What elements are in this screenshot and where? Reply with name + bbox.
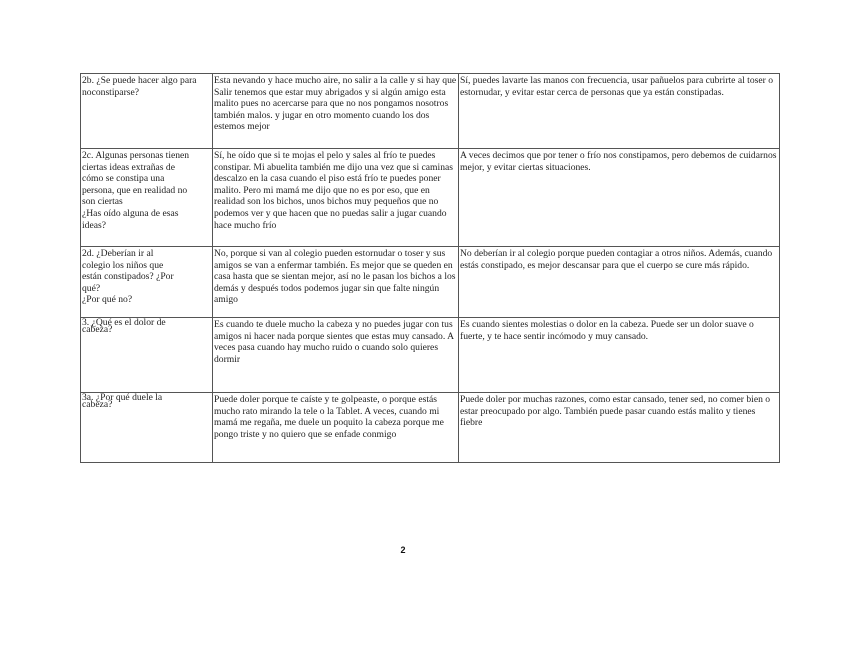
table-row [81,393,780,463]
question-cell: 2d. ¿Deberían ir al colegio los niños que están constipados? ¿Por qué? ¿Por qué no? [81,247,213,318]
adult-answer-cell: Es cuando sientes molestias o dolor en la cabeza. Puede ser un dolor suave o fuerte, y te hace sentir incómodo y muy cansado. [459,318,780,393]
table-row [81,74,780,149]
page-number: 2 [400,545,406,555]
adult-answer-cell: No deberían ir al colegio porque pueden contagiar a otros niños. Además, cuando estás constipado, es mejor descansar para que el cuerpo se cure más rápido. [459,247,780,318]
question-cell: 2b. ¿Se puede hacer algo para noconstiparse? [81,74,213,149]
adult-answer-cell: A veces decimos que por tener o frío nos constipamos, pero debemos de cuidarnos mejor, y evitar ciertas situaciones. [459,149,780,247]
adult-answer-cell: Sí, puedes lavarte las manos con frecuencia, usar pañuelos para cubrirte al toser o estornudar, y evitar estar cerca de personas que ya están constipadas. [459,74,780,149]
child-answer-cell: Esta nevando y hace mucho aire, no salir a la calle y si hay que Salir tenemos que estar muy abrigados y si algún amigo esta malito pues no acercarse para que no nos pongamos nosotros también malos. y jugar en otro momento cuando los dos estemos mejor [213,74,459,149]
table-row [81,247,780,318]
question-cell: 2c. Algunas personas tienen ciertas ideas extrañas de cómo se constipa una persona, que en realidad no son ciertas ¿Has oído alguna de esas ideas? [81,149,213,247]
qa-table [80,73,780,463]
child-answer-cell: Sí, he oído que si te mojas el pelo y sales al frío te puedes constipar. Mi abuelita también me dijo una vez que si caminas descalzo en la casa cuando el piso está frío te puedes poner malito. Pero mi mamá me dijo que no es por eso, que en realidad son los bichos, unos bichos muy pequeños que no podemos ver y que hacen que no puedas salir a jugar cuando hace mucho frío [213,149,459,247]
table-row [81,149,780,247]
question-cell: 3. ¿Qué es el dolor de cabeza? [81,318,213,393]
table-row [81,318,780,393]
child-answer-cell: Puede doler porque te caíste y te golpeaste, o porque estás mucho rato mirando la tele o la Tablet. A veces, cuando mi mamá me regaña, me duele un poquito la cabeza porque me pongo triste y no quiero que se enfade conmigo [213,393,459,463]
question-cell: 3a. ¿Por qué duele la cabeza? [81,393,213,463]
child-answer-cell: Es cuando te duele mucho la cabeza y no puedes jugar con tus amigos ni hacer nada porque sientes que estas muy cansado. A veces pasa cuando hay mucho ruido o cuando solo quieres dormir [213,318,459,393]
adult-answer-cell: Puede doler por muchas razones, como estar cansado, tener sed, no comer bien o estar preocupado por algo. También puede pasar cuando estás malito y tienes fiebre [459,393,780,463]
child-answer-cell: No, porque si van al colegio pueden estornudar o toser y sus amigos se van a enfermar también. Es mejor que se queden en casa hasta que se sientan mejor, así no le pasan los bichos a los demás y después todos podemos jugar sin que falte ningún amigo [213,247,459,318]
